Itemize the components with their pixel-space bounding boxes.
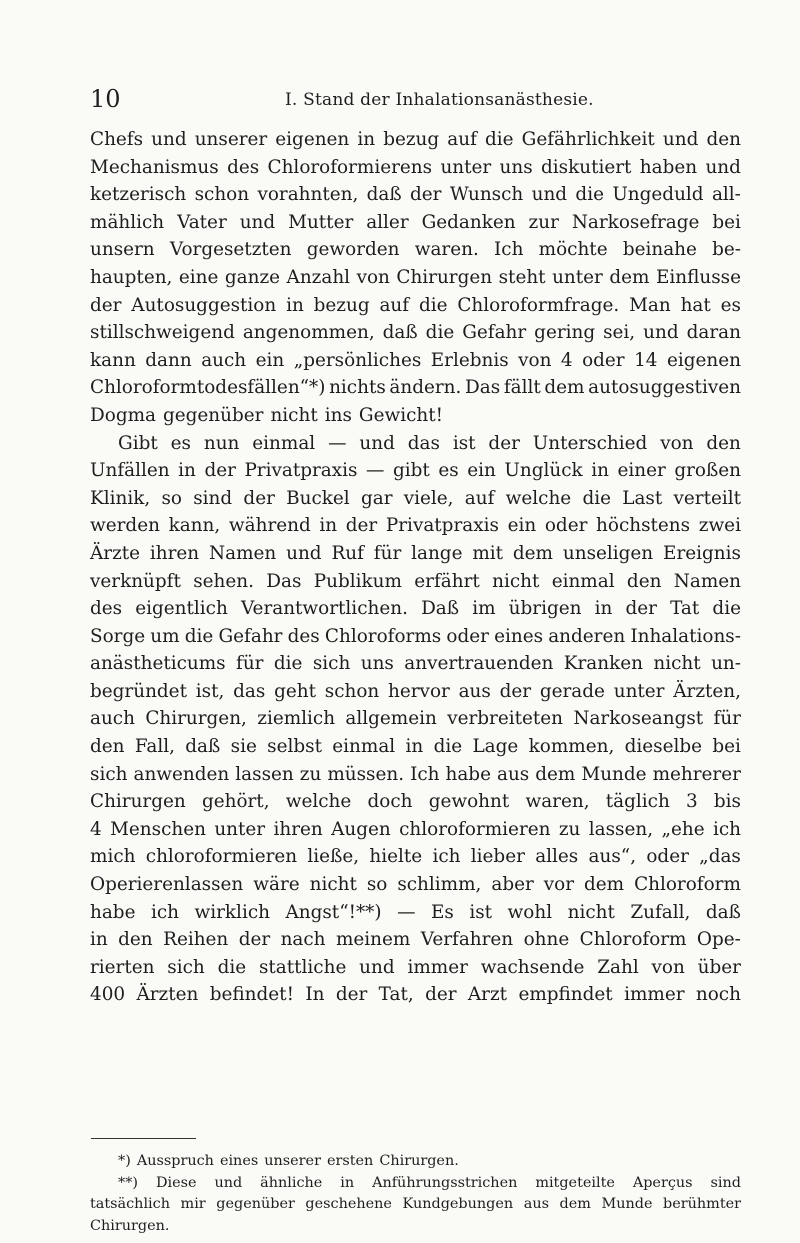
text-line: Chloroformtodesfällen“*) nichts ändern. Das fällt dem autosuggestiven	[90, 377, 741, 399]
text-line: Klinik, so sind der Buckel gar viele, auf welche die Last verteilt	[90, 487, 741, 509]
text-line: mählich Vater und Mutter aller Gedanken zur Narkosefrage bei	[90, 211, 741, 233]
page-number: 10	[90, 85, 121, 113]
text-line: 4 Menschen unter ihren Augen chloroformieren zu lassen, „ehe ich	[90, 818, 741, 840]
text-line: begründet ist, das geht schon hervor aus der gerade unter Ärzten,	[90, 680, 741, 702]
footnotes	[90, 1151, 741, 1237]
text-line: Chirurgen gehört, welche doch gewohnt waren, täglich 3 bis	[90, 791, 741, 813]
text-line: habe ich wirklich Angst“!**) — Es ist wohl nicht Zufall, daß	[90, 901, 741, 923]
footnote-line: *) Ausspruch eines unserer ersten Chirurgen.	[118, 1153, 459, 1169]
text-line: kann dann auch ein „persönliches Erlebnis von 4 oder 14 eigenen	[90, 349, 741, 371]
text-line: der Autosuggestion in bezug auf die Chloroformfrage. Man hat es	[90, 294, 741, 316]
text-line: werden kann, während in der Privatpraxis ein oder höchstens zwei	[90, 515, 741, 537]
footnote-rule	[91, 1138, 196, 1139]
text-line: stillschweigend angenommen, daß die Gefahr gering sei, und daran	[90, 322, 741, 344]
text-line: Unfällen in der Privatpraxis — gibt es ein Unglück in einer großen	[90, 460, 741, 482]
text-line: haupten, eine ganze Anzahl von Chirurgen steht unter dem Einflusse	[90, 266, 741, 288]
text-line: Dogma gegenüber nicht ins Gewicht!	[90, 404, 444, 426]
text-line: Operierenlassen wäre nicht so schlimm, aber vor dem Chloroform	[90, 874, 741, 896]
text-line: Sorge um die Gefahr des Chloroforms oder eines anderen Inhalations-	[90, 625, 741, 647]
text-line: Chefs und unserer eigenen in bezug auf die Gefährlichkeit und den	[90, 129, 741, 150]
footnote-line: Chirurgen.	[90, 1217, 170, 1234]
text-line: des eigentlich Verantwortlichen. Daß im übrigen in der Tat die	[90, 598, 741, 620]
text-line: mich chloroformieren ließe, hielte ich lieber alles aus“, oder „das	[90, 846, 741, 868]
running-head: I. Stand der Inhalationsanästhesie.	[285, 90, 594, 110]
text-line: ketzerisch schon vorahnten, daß der Wunsch und die Ungeduld all-	[90, 184, 741, 206]
text-line: verknüpft sehen. Das Publikum erfährt nicht einmal den Namen	[90, 570, 741, 592]
text-line: 400 Ärzten befindet! In der Tat, der Arzt empfindet immer noch	[90, 984, 741, 1006]
text-line: rierten sich die stattliche und immer wachsende Zahl von über	[90, 956, 741, 978]
body-text	[90, 126, 741, 1009]
text-line: den Fall, daß sie selbst einmal in die Lage kommen, dieselbe bei	[90, 736, 741, 758]
text-line: anästheticums für die sich uns anvertrauenden Kranken nicht un-	[90, 653, 741, 675]
text-line: Gibt es nun einmal — und das ist der Unterschied von den	[118, 432, 741, 454]
footnote-line: **) Diese und ähnliche in Anführungsstrichen mitgeteilte Aperçus sind	[118, 1174, 741, 1191]
text-line: sich anwenden lassen zu müssen. Ich habe aus dem Munde mehrerer	[90, 763, 741, 785]
page-header	[90, 84, 740, 114]
text-line: Mechanismus des Chloroformierens unter uns diskutiert haben und	[90, 156, 741, 178]
text-line: in den Reihen der nach meinem Verfahren ohne Chloroform Ope-	[90, 929, 741, 951]
footnote-line: tatsächlich mir gegenüber geschehene Kundgebungen aus dem Munde berühmter	[90, 1196, 741, 1212]
text-line: unsern Vorgesetzten geworden waren. Ich möchte beinahe be-	[90, 239, 741, 261]
text-line: auch Chirurgen, ziemlich allgemein verbreiteten Narkoseangst für	[90, 708, 741, 730]
text-line: Ärzte ihren Namen und Ruf für lange mit dem unseligen Ereignis	[90, 542, 741, 564]
